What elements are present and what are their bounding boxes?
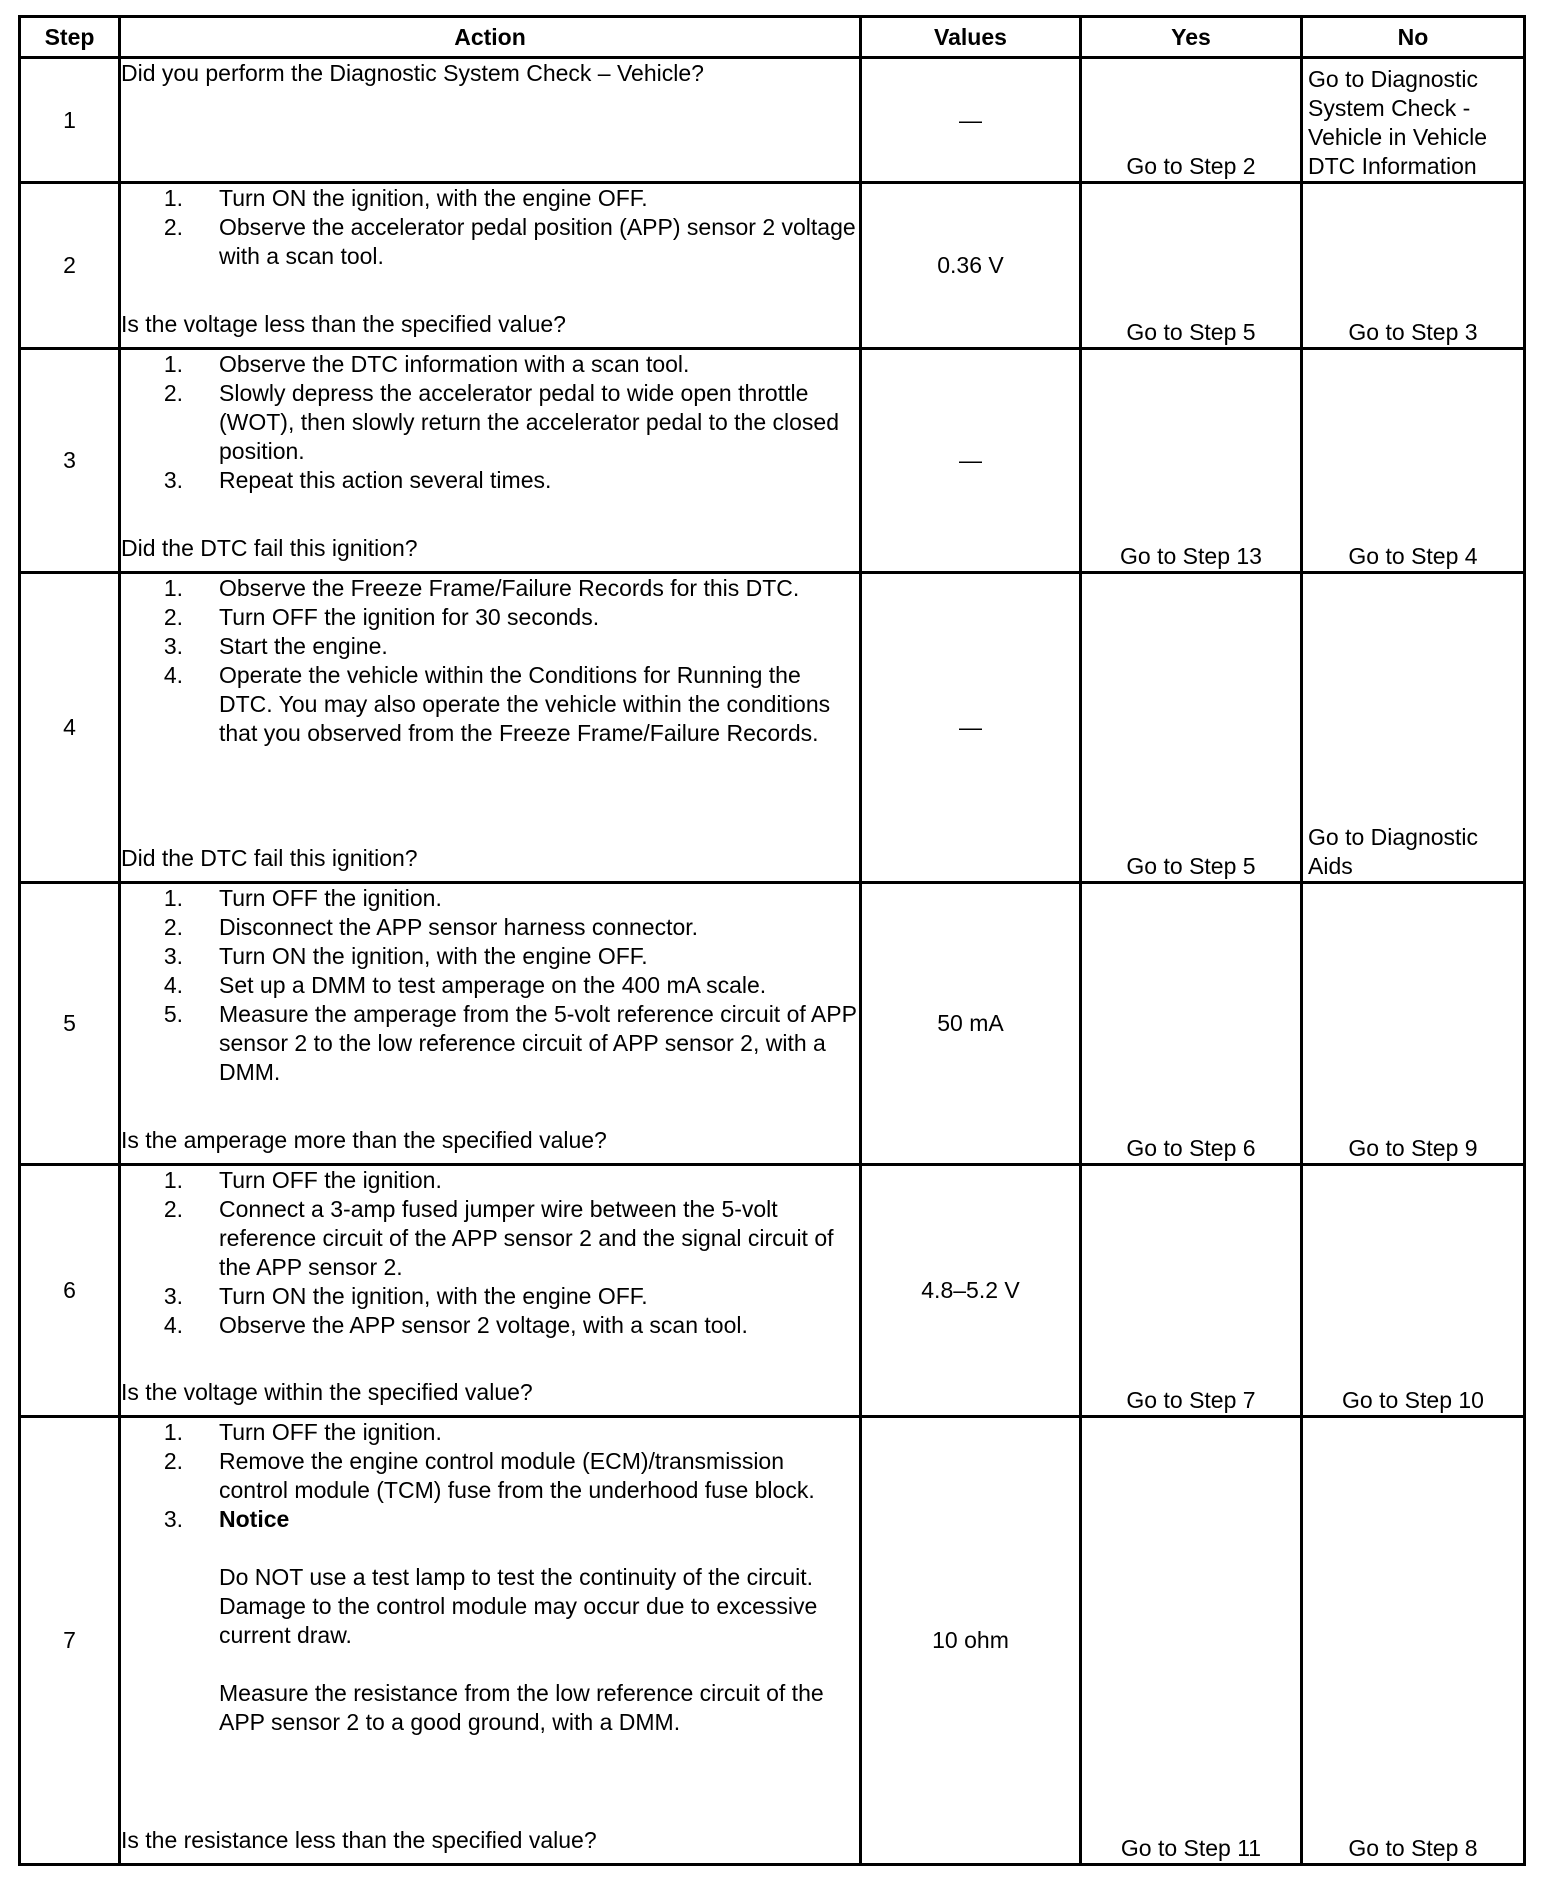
- yes-cell: Go to Step 13: [1081, 349, 1302, 573]
- list-item: 3. Turn ON the ignition, with the engine OFF.: [163, 943, 648, 969]
- yes-cell: Go to Step 7: [1081, 1165, 1302, 1417]
- yes-cell: Go to Step 6: [1081, 883, 1302, 1165]
- list-item: 1. Turn OFF the ignition.: [163, 1419, 442, 1445]
- table-row: [20, 1417, 1525, 1865]
- no-cell: Go to Diagnostic System Check - Vehicle in Vehicle DTC Information: [1302, 58, 1525, 183]
- question-text: Did the DTC fail this ignition?: [121, 845, 418, 871]
- action-cell: [120, 1165, 861, 1417]
- value-cell: —: [861, 349, 1081, 573]
- action-cell: [120, 183, 861, 349]
- question-text: Is the voltage within the specified value?: [121, 1379, 533, 1405]
- action-cell: [120, 58, 861, 183]
- header-action: Action: [120, 17, 861, 58]
- step-number: 6: [20, 1165, 120, 1417]
- step-number: 3: [20, 349, 120, 573]
- table-row: [20, 58, 1525, 183]
- no-cell: Go to Diagnostic Aids: [1302, 573, 1525, 883]
- list-item: 2. Observe the accelerator pedal position (APP) sensor 2 voltage with a scan tool.: [163, 214, 856, 269]
- table-row: [20, 183, 1525, 349]
- list-item: 3. Notice: [121, 1505, 859, 1534]
- header-yes: Yes: [1081, 17, 1302, 58]
- list-item: 4. Operate the vehicle within the Conditions for Running the DTC. You may also operate the vehicle within the conditions that you observed from the Freeze Frame/Failure Records.: [163, 662, 831, 746]
- table-row: [20, 883, 1525, 1165]
- value-cell: 50 mA: [861, 883, 1081, 1165]
- action-cell: [120, 573, 861, 883]
- list-item: 1. Turn OFF the ignition.: [163, 1167, 442, 1193]
- yes-cell: Go to Step 5: [1081, 573, 1302, 883]
- step-number: 1: [20, 58, 120, 183]
- value-cell: 4.8–5.2 V: [861, 1165, 1081, 1417]
- list-item: 2. Turn OFF the ignition for 30 seconds.: [163, 604, 600, 630]
- value-cell: 0.36 V: [861, 183, 1081, 349]
- list-item: 1. Turn OFF the ignition.: [163, 885, 442, 911]
- question-text: Is the resistance less than the specified value?: [121, 1827, 597, 1853]
- no-cell: Go to Step 10: [1302, 1165, 1525, 1417]
- header-values: Values: [861, 17, 1081, 58]
- table-row: [20, 573, 1525, 883]
- step-number: 7: [20, 1417, 120, 1865]
- action-cell: [120, 1417, 861, 1865]
- table-row: [20, 1165, 1525, 1417]
- no-cell: Go to Step 3: [1302, 183, 1525, 349]
- action-cell: [120, 349, 861, 573]
- action-list: [121, 884, 859, 1087]
- yes-cell: Go to Step 5: [1081, 183, 1302, 349]
- list-item: 1. Observe the Freeze Frame/Failure Records for this DTC.: [163, 575, 800, 601]
- list-item: 4. Observe the APP sensor 2 voltage, with a scan tool.: [163, 1312, 748, 1338]
- list-item: 4. Set up a DMM to test amperage on the 400 mA scale.: [163, 972, 767, 998]
- list-item: 3. Turn ON the ignition, with the engine OFF.: [163, 1283, 648, 1309]
- question-text: Is the voltage less than the specified value?: [121, 311, 566, 337]
- action-list: [121, 184, 859, 271]
- action-cell: [120, 883, 861, 1165]
- list-item: 5. Measure the amperage from the 5-volt reference circuit of APP sensor 2 to the low reference circuit of APP sensor 2, with a DMM.: [163, 1001, 857, 1085]
- value-cell: 10 ohm: [861, 1417, 1081, 1865]
- yes-cell: Go to Step 11: [1081, 1417, 1302, 1865]
- no-cell: Go to Step 8: [1302, 1417, 1525, 1865]
- list-item: 2. Disconnect the APP sensor harness connector.: [163, 914, 699, 940]
- notice-text: Do NOT use a test lamp to test the continuity of the circuit. Damage to the control module may occur due to excessive current draw.: [219, 1564, 818, 1648]
- header-row: [20, 17, 1525, 58]
- value-cell: —: [861, 573, 1081, 883]
- question-text: Did the DTC fail this ignition?: [121, 535, 418, 561]
- question-text: Is the amperage more than the specified value?: [121, 1127, 607, 1153]
- action-list: [121, 574, 859, 748]
- list-item: 2. Connect a 3-amp fused jumper wire between the 5-volt reference circuit of the APP sensor 2 and the signal circuit of the APP sensor 2.: [163, 1196, 834, 1280]
- value-cell: —: [861, 58, 1081, 183]
- step-number: 4: [20, 573, 120, 883]
- notice-title: Notice: [219, 1506, 290, 1532]
- action-list: [121, 350, 859, 495]
- action-list: [121, 1418, 859, 1534]
- question-text: Did you perform the Diagnostic System Check – Vehicle?: [121, 60, 704, 86]
- diagnostic-table: [18, 15, 1526, 1866]
- list-item: 2. Slowly depress the accelerator pedal to wide open throttle (WOT), then slowly return the accelerator pedal to the closed position.: [163, 380, 840, 464]
- step-number: 2: [20, 183, 120, 349]
- notice-measure: Measure the resistance from the low reference circuit of the APP sensor 2 to a good ground, with a DMM.: [219, 1680, 824, 1735]
- no-cell: Go to Step 4: [1302, 349, 1525, 573]
- list-item: 2. Remove the engine control module (ECM)/transmission control module (TCM) fuse from the underhood fuse block.: [163, 1448, 815, 1503]
- table-row: [20, 349, 1525, 573]
- header-no: No: [1302, 17, 1525, 58]
- list-item: 3. Start the engine.: [163, 633, 388, 659]
- yes-cell: Go to Step 2: [1081, 58, 1302, 183]
- list-item: 1. Turn ON the ignition, with the engine OFF.: [163, 185, 648, 211]
- action-list: [121, 1166, 859, 1340]
- no-cell: Go to Step 9: [1302, 883, 1525, 1165]
- header-step: Step: [20, 17, 120, 58]
- step-number: 5: [20, 883, 120, 1165]
- list-item: 3. Repeat this action several times.: [163, 467, 552, 493]
- list-item: 1. Observe the DTC information with a scan tool.: [163, 351, 690, 377]
